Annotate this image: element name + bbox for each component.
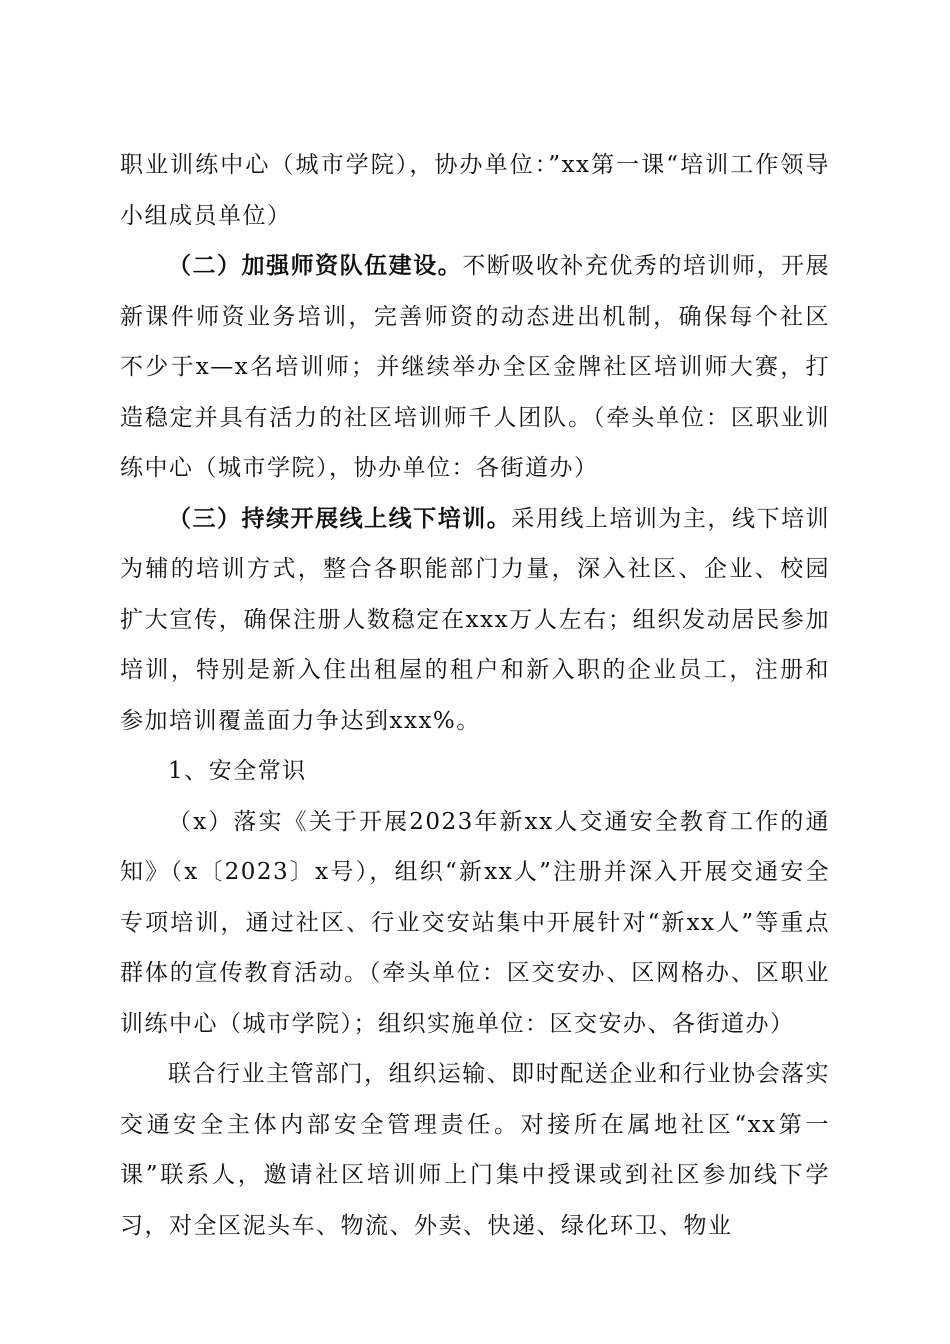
paragraph-text: 联合行业主管部门，组织运输、即时配送企业和行业协会落实交通安全主体内部安全管理责任。对接所在属地社区“xx第一课”联系人，邀请社区培训师上门集中授课或到社区参加线下学习，对全区泥头车、物流、外卖、快递、绿化环卫、物业 [120, 1061, 830, 1239]
paragraph-text: 1、安全常识 [168, 758, 307, 784]
paragraph-text: （x）落实《关于开展2023年新xx人交通安全教育工作的通知》（x〔2023〕x号），组织“新xx人”注册并深入开展交通安全专项培训，通过社区、行业交安站集中开展针对“新xx人”等重点群体的宣传教育活动。（牵头单位：区交安办、区网格办、区职业训练中心（城市学院）；组织实施单位：区交安办、各街道办） [120, 808, 830, 1037]
paragraph-text: 不断吸收补充优秀的培训师，开展新课件师资业务培训，完善师资的动态进出机制，确保每个社区不少于x—x名培训师；并继续举办全区金牌社区培训师大赛，打造稳定并具有活力的社区培训师千人团队。（牵头单位：区职业训练中心（城市学院），协办单位：各街道办） [120, 253, 831, 481]
document-page [120, 140, 830, 1251]
paragraph-faculty-building [120, 241, 830, 494]
paragraph-heading: （三）持续开展线上线下培训。 [168, 504, 512, 532]
paragraph-continuation [120, 140, 830, 241]
paragraph-heading: （二）加强师资队伍建设。 [168, 252, 463, 279]
paragraph-text: 职业训练中心（城市学院），协办单位：”xx第一课“培训工作领导小组成员单位） [120, 152, 830, 229]
paragraph-industry-cooperation [120, 1049, 830, 1251]
paragraph-online-offline-training [120, 494, 830, 747]
paragraph-safety-knowledge-heading [120, 746, 830, 797]
paragraph-traffic-safety [120, 797, 830, 1050]
paragraph-text: 采用线上培训为主，线下培训为辅的培训方式，整合各职能部门力量，深入社区、企业、校园扩大宣传，确保注册人数稳定在xxx万人左右；组织发动居民参加培训，特别是新入住出租屋的租户和新入职的企业员工，注册和参加培训覆盖面力争达到xxx%。 [120, 505, 831, 734]
